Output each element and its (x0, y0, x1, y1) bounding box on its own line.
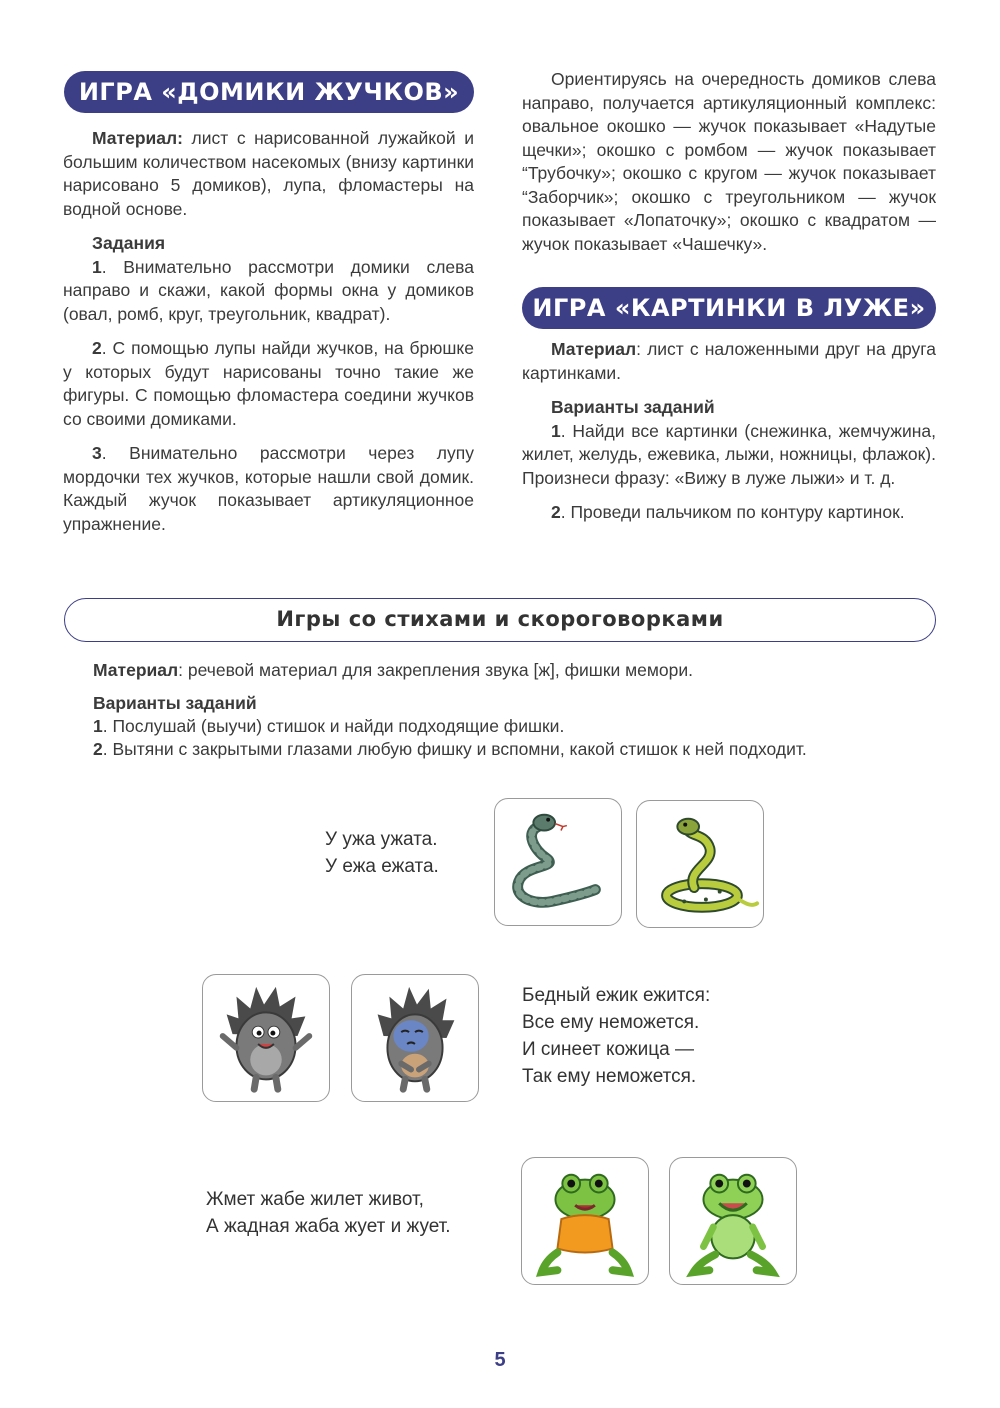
right-tasks-heading: Варианты заданий (551, 397, 715, 417)
toad-in-vest-icon (522, 1158, 648, 1284)
smiling-toad-icon (670, 1158, 796, 1284)
left-task-1: 1. Внимательно рассмотри домики слева направо и скажи, какой формы окна у домиков (овал, ромб, круг, треугольник, квадрат). (63, 256, 474, 324)
right-task-2: 2. Проведи пальчиком по контуру картинок. (551, 502, 905, 522)
coiled-snake-icon (637, 801, 763, 927)
left-task-2: 2. С помощью лупы найди жучков, на брюшке у которых будут нарисованы точно такие же фигуры. С помощью фломастера соедини жучков со своими домиками. (63, 338, 474, 429)
section-tasks-heading: Варианты заданий (93, 693, 257, 713)
memory-card-smiling-toad[interactable] (669, 1157, 797, 1285)
page-number: 5 (494, 1349, 506, 1371)
section-title-poems: Игры со стихами и скороговорками (64, 598, 936, 642)
left-task-3: 3. Внимательно рассмотри через лупу мордочки тех жучков, которые нашли свой домик. Каждый жучок показывает артикуляционное упражнение. (63, 443, 474, 534)
memory-card-snake[interactable] (494, 798, 622, 926)
memory-card-waving-hedgehog[interactable] (202, 974, 330, 1102)
poem-snakes: У ужа ужата. У ежа ежата. (325, 829, 439, 877)
right-intro: Ориентируясь на очередность домиков слева направо, получается артикуляционный комплекс: овальное окошко — жучок показывает «Надутые щечки»; окошко с ромбом — жучок показывает “Трубочку»; окошко с кругом — жучок показывает “Заборчик»; окошко с треугольником — жучок показывает «Лопаточку»; окошко с квадратом — жучок показывает «Чашечку». (522, 69, 936, 254)
title-puddle-pictures-game: ИГРА «КАРТИНКИ В ЛУЖЕ» (522, 287, 936, 329)
right-task-1: 1. Найди все картинки (снежинка, жемчужина, жилет, желудь, ежевика, лыжи, ножницы, флажок). Произнеси фразу: «Вижу в луже лыжи» и т. д. (522, 420, 936, 488)
right-material: Материал: лист с наложенными друг на друга картинками. (522, 339, 936, 383)
memory-card-toad-in-vest[interactable] (521, 1157, 649, 1285)
left-material: Материал: лист с нарисованной лужайкой и большим количеством насекомых (внизу картинки нарисовано 5 домиков), лупа, фломастеры на водной основе. (63, 128, 474, 219)
poem-hedgehog: Бедный ежик ежится: Все ему неможется. И синеет кожица — Так ему неможется. (522, 985, 711, 1087)
waving-hedgehog-icon (203, 975, 329, 1101)
section-task-2: 2. Вытяни с закрытыми глазами любую фишку и вспомни, какой стишок к ней подходит. (93, 739, 807, 759)
title-beetle-houses-game: ИГРА «ДОМИКИ ЖУЧКОВ» (64, 71, 474, 113)
section-task-1: 1. Послушай (выучи) стишок и найди подходящие фишки. (93, 716, 565, 736)
left-tasks-heading: Задания (92, 233, 166, 253)
sick-hedgehog-icon (352, 975, 478, 1101)
section-material: Материал: речевой материал для закрепления звука [ж], фишки мемори. (93, 660, 694, 680)
poem-toad: Жмет жабе жилет живот, А жадная жаба жует и жует. (206, 1189, 451, 1237)
right-column (522, 338, 936, 525)
memory-card-sick-hedgehog[interactable] (351, 974, 479, 1102)
left-column (63, 127, 474, 536)
section-tasks (93, 692, 807, 761)
snake-icon (495, 799, 621, 925)
memory-card-coiled-snake[interactable] (636, 800, 764, 928)
